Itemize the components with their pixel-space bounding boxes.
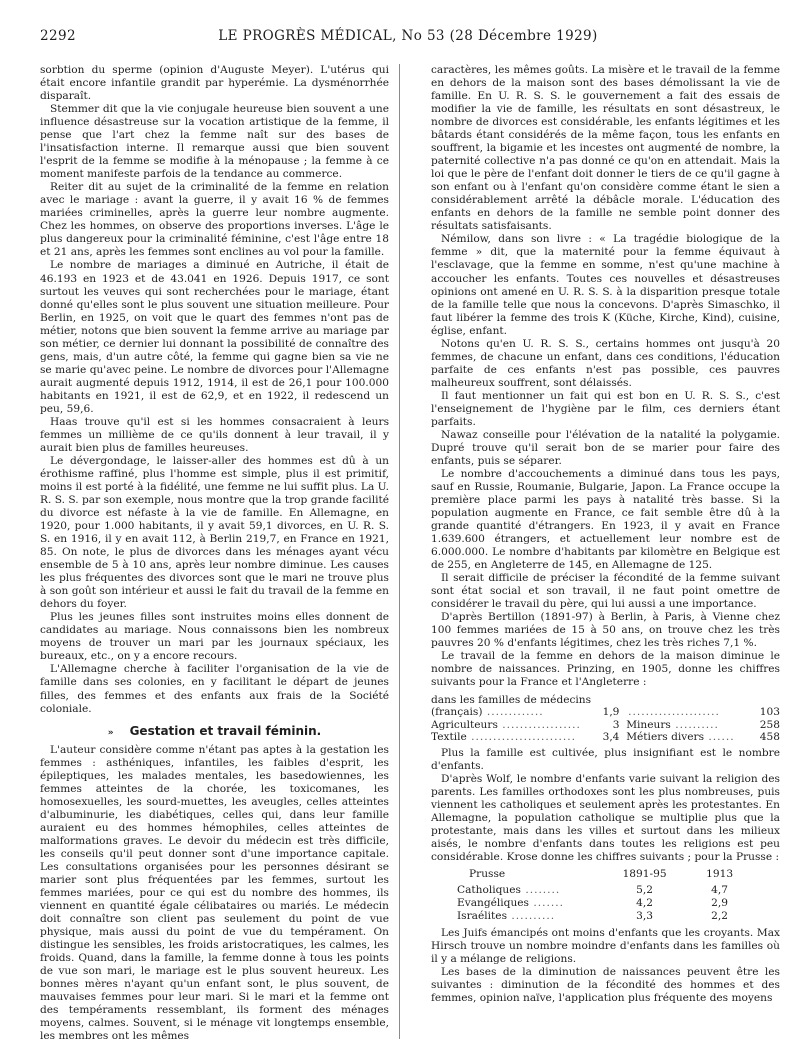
leader-dots: .......... [507,909,556,922]
table-cell [619,731,738,744]
table-cell: 4,2 [636,896,653,909]
paragraph: Reiter dit au sujet de la criminalité de la femme en relation avec le mariage : avant la guerre, il y avait 16 % de femmes mariées criminelles, après la guerre leur nombre augmente. Chez les hommes, on observe des proportions inverses. L'âge le plus dangereux pour la criminalité féminine, c'est l'âge entre 18 et 21 ans, après les femmes sont enclines au vol pour la famille. [40,181,389,259]
right-column [431,64,780,1044]
paragraph: Plus la famille est cultivée, plus insignifiant est le nombre d'enfants. [431,746,780,772]
paragraph: Nawaz conseille pour l'élévation de la natalité la polygamie. Dupré trouve qu'il serait bon de se marier pour faire des enfants, puis se séparer. [431,428,780,467]
paragraph: L'auteur considère comme n'étant pas aptes à la gestation les femmes : asthéniques, infantiles, les faibles d'esprit, les épileptiques, les malades mentales, les basedowiennes, les femmes atteintes de la chorée, les toxicomanes, les homosexuelles, les sourd-muettes, les aveugles, celles atteintes d'albuminurie, les diabétiques, celles qui, dans leur famille auraient eu des hommes hémophiles, celles atteintes de malformations graves. Le devoir du médecin est très difficile, les conseils qu'il peut donner sont d'une importance capitale. Les consultations organisées pour les personnes désirant se marier sont plus fréquentées par les femmes, surtout les femmes mariées, pour ce qui est du nombre des hommes, ils viennent en quantité égale célibataires ou mariés. Le médecin doit connaître son client pas seulement du point de vue physique, mais aussi du point de vue du tempérament. On distingue les sensibles, les froids aristocratiques, les calmes, les froids. Quand, dans la famille, la femme donne à tous les points de vue son mari, le mariage est le plus souvent heureux. Les bonnes mères n'ayant qu'un enfant sont, le plus souvent, de mauvaises femmes pour leur mari. Si le mari et la femme ont des tempéraments ressemblant, ils forment des ménages moyens, calmes. Souvent, si le ménage vit longtemps ensemble, les membres ont les mêmes [40,743,389,1043]
table-row [431,731,780,744]
page-header [40,26,776,48]
paragraph: Le travail de la femme en dehors de la maison diminue le nombre de naissances. Prinzing, en 1905, donne les chiffres suivants pour la France et l'Angleterre : [431,650,780,689]
paragraph: Le dévergondage, le laisser-aller des hommes est dû à un érothisme raffiné, plus l'homme est simple, plus il est primitif, moins il est porté à la fidélité, une femme ne lui suffit plus. La U. R. S. S. par son exemple, nous montre que la trop grande facilité du divorce est néfaste à la vie de famille. En Allemagne, en 1920, pour 1.000 habitants, il y avait 59,1 divorces, en U. R. S. S. en 1916, il y en avait 112, à Berlin 219,7, en France en 1921, 85. On note, le plus de divorces dans les ménages ayant vécu ensemble de 5 à 10 ans, après leur nombre diminue. Les causes les plus fréquentes des divorces sont que le mari ne trouve plus à son goût son intérieur et aussi le fait du travail de la femme en dehors du foyer. [40,454,389,611]
religion-stats-table [457,868,757,923]
paragraph: Il faut mentionner un fait qui est bon en U. R. S. S., c'est l'enseignement de l'hygiène par le film, ces derniers étant parfaits. [431,389,780,428]
paragraph: sorbtion du sperme (opinion d'Auguste Meyer). L'utérus qui était encore infantile grandit par hyperémie. La dysménorrhée disparaît. [40,64,389,103]
table-row [431,719,780,732]
paragraph: Plus les jeunes filles sont instruites moins elles donnent de candidates au mariage. Nous connaissons bien les nombreux moyens de trouver un mari par les journaux spéciaux, les bureaux, etc., on y a encore recours. [40,611,389,663]
paragraph: Les bases de la diminution de naissances peuvent être les suivantes : diminution de la fécondité des hommes et des femmes, opinion naïve, l'application plus fréquente des moyens [431,965,780,1004]
paragraph: Il serait difficile de préciser la fécondité de la femme suivant sont état social et son travail, il ne faut point omettre de considérer le travail du père, qui lui aussi a une importance. [431,572,780,611]
table-cell: dans les familles de médecins [431,693,592,706]
paragraph: caractères, les mêmes goûts. La misère et le travail de la femme en dehors de la maison sont des bases démolissant la vie de famille. En U. R. S. S. le gouvernement a fait des essais de modifier la vie de famille, les résultats en sont désastreux, le nombre de divorces est considérable, les enfants légitimes et les bâtards étant considérés de la même façon, tous les enfants en souffrent, la bigamie et les incestes ont augmenté de nombre, la paternité collective n'a pas donné ce qu'on en attendait. Mais la loi que le père de l'enfant doit donner le tiers de ce qu'il gagne à son enfant ou à l'enfant qu'on considère comme étant le sien a considérablement arrêté la débâcle morale. L'éducation des enfants en dehors de la famille ne semble point donner des résultats satisfaisants. [431,64,780,233]
section-heading [40,724,389,738]
paragraph: Le nombre d'accouchements a diminué dans tous les pays, sauf en Russie, Roumanie, Bulgarie, Japon. La France occupe la première place parmi les pays à natalité très basse. Si la population augmente en France, ce fait semble être dû à la grande quantité d'étrangers. En 1923, il y avait en France 1.639.600 étrangers, et actuellement leur nombre est de 6.000.000. Le nombre d'habitants par kilomètre en Belgique est de 255, en Angleterre de 145, en Allemagne de 125. [431,467,780,572]
table-cell: 4,7 [711,883,729,896]
body-columns [40,64,780,1044]
table-cell: 3,4 [602,731,620,743]
leader-dots: ....... [529,896,564,909]
leader-dots: .................. [497,718,581,731]
paragraph: D'après Bertillon (1891-97) à Berlin, à Paris, à Vienne chez 100 femmes mariées de 15 à 50 ans, on trouve chez les très pauvres 20 % d'enfants légitimes, chez les très riches 7,1 %. [431,611,780,650]
table-cell: 5,2 [636,883,653,896]
table-row [457,884,757,897]
table-cell: 3,3 [636,909,653,922]
leader-dots: ........ [520,883,561,896]
table-caption: Prusse [469,867,506,880]
table-cell: 3 [612,718,620,731]
column-header: 1913 [706,867,734,880]
row-label: Evangéliques [457,896,529,909]
paragraph: Notons qu'en U. R. S. S., certains hommes ont jusqu'à 20 femmes, de chacune un enfant, dans ces conditions, l'éducation parfaite de ces enfants n'est pas possible, ces pauvres malheureux souffrent, sont délaissés. [431,337,780,389]
table-cell: 1,9 [602,706,620,718]
paragraph: D'après Wolf, le nombre d'enfants varie suivant la religion des parents. Les familles orthodoxes sont les plus nombreuses, puis viennent les catholiques et seulement après les protestantes. En Allemagne, la population catholique se multiplie plus que la protestante, mais dans les villes et surtout dans les milieux aisés, le nombre d'enfants dans toutes les religions est peu considérable. Krose donne les chiffres suivants ; pour la Prusse : [431,772,780,863]
leader-dots: .......... [670,718,719,731]
section-title-text: Gestation et travail féminin. [129,723,322,738]
leader-dots: ..................... [619,706,720,718]
paragraph: Les Juifs émancipés ont moins d'enfants que les croyants. Max Hirsch trouve un nombre moindre d'enfants dans les familles où il y a mélange de religions. [431,926,780,965]
leader-dots: ........................ [466,731,576,743]
table-cell [431,719,592,732]
table-row [457,897,757,910]
row-label: Israélites [457,909,508,922]
table-cell: 258 [759,718,780,731]
table-cell [457,910,607,923]
table-cell [457,897,607,910]
section-mark: » [107,727,114,738]
table-cell [457,884,607,897]
table-row [431,694,780,707]
row-label: (français) [431,706,483,718]
paragraph: Haas trouve qu'il est si les hommes consacraient à leurs femmes un millième de ce qu'ils donnent à leur travail, il y aurait bien plus de familles heureuses. [40,415,389,454]
row-label: Métiers divers [626,731,705,743]
table-row [457,868,757,884]
table-cell: 2,2 [711,909,729,922]
table-cell [619,706,738,719]
birth-stats-table [431,694,780,744]
table-row [457,910,757,923]
leader-dots: ...... [704,731,735,743]
page-number: 2292 [40,28,76,44]
leader-dots: ............. [482,706,544,718]
row-label: Catholiques [457,883,521,896]
row-label: Agriculteurs [431,718,498,731]
table-cell [619,719,738,732]
row-label: Textile [431,731,467,743]
table-cell: 103 [759,706,780,718]
running-title: LE PROGRÈS MÉDICAL, No 53 (28 Décembre 1929) [218,28,598,44]
table-cell: 458 [759,731,780,743]
paragraph: Némilow, dans son livre : « La tragédie biologique de la femme » dit, que la maternité pour la femme équivaut à l'esclavage, que la femme en somme, n'est qu'une machine à accoucher les enfants. Toutes ces nouvelles et désastreuses opinions ont amené en U. R. S. S. à la disparition presque totale de la famille telle que nous la concevons. D'après Simaschko, il faut libérer la femme des trois K (Küche, Kirche, Kind), cuisine, église, enfant. [431,233,780,337]
row-label: Mineurs [626,718,671,731]
table-row [431,706,780,719]
table-cell [431,731,592,744]
paragraph: Stemmer dit que la vie conjugale heureuse bien souvent a une influence désastreuse sur la vocation artistique de la femme, il pense que l'art chez la femme naît sur des bases de l'insatisfaction interne. Il remarque aussi que bien souvent l'esprit de la femme se modifie à la ménopause ; la femme à ce moment manifeste parfois de la tendance au commerce. [40,103,389,181]
paragraph: Le nombre de mariages a diminué en Autriche, il était de 46.193 en 1923 et de 43.041 en 1926. Depuis 1917, ce sont surtout les veuves qui sont recherchées pour le mariage, étant donné qu'elles sont le plus souvent une situation meilleure. Pour Berlin, en 1925, on voit que le quart des femmes n'ont pas de métier, notons que bien souvent la femme arrive au mariage par son métier, ce dernier lui donnant la possibilité de connaître des gens, mais, d'un autre côté, la femme qui gagne bien sa vie ne se marie qu'avec peine. Le nombre de divorces pour l'Allemagne aurait augmenté depuis 1912, 1914, il est de 26,1 pour 100.000 habitants en 1921, il est de 62,9, et en 1922, il redescend un peu, 59,6. [40,259,389,415]
left-column [40,64,389,1044]
table-cell [431,706,592,719]
paragraph: L'Allemagne cherche à faciliter l'organisation de la vie de famille dans ses colonies, en y facilitant le départ de jeunes filles, des femmes et des enfants aux frais de la Société coloniale. [40,663,389,715]
column-header: 1891-95 [622,867,667,880]
table-cell: 2,9 [711,896,729,909]
